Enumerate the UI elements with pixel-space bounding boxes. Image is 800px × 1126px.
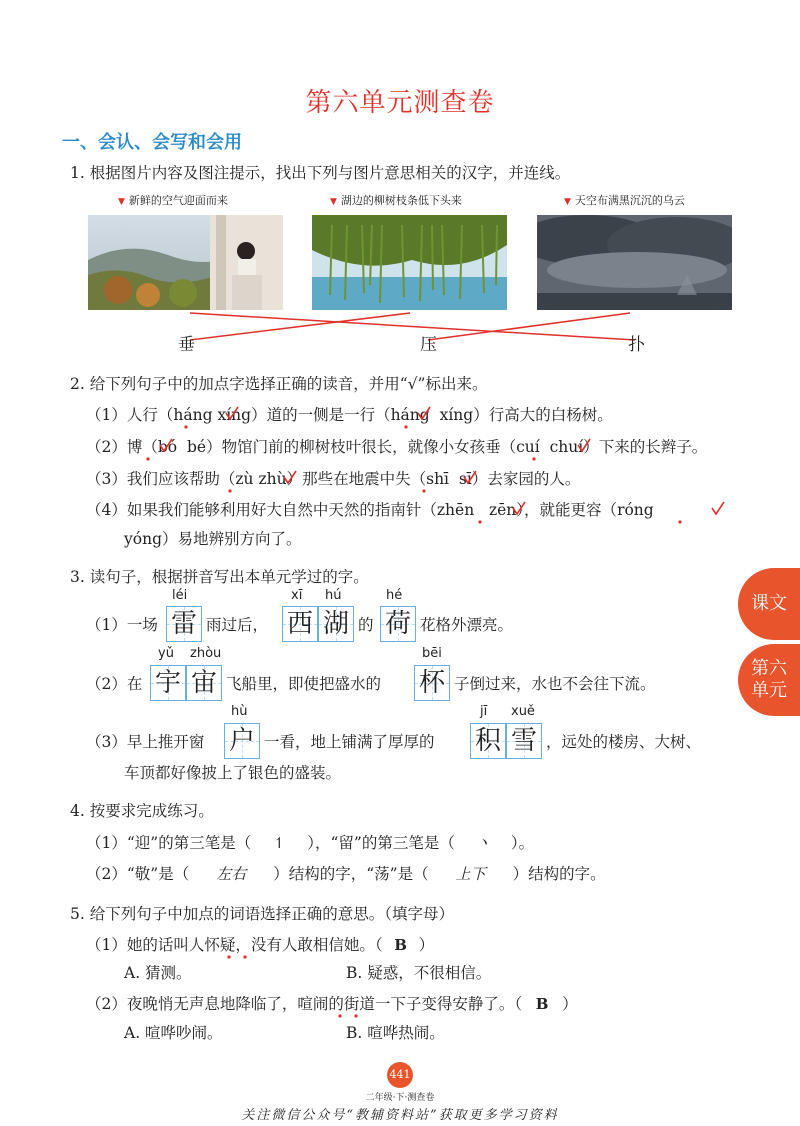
pinyin-hu2: hù [231, 704, 248, 719]
char-box-he[interactable]: 荷 [380, 606, 416, 642]
q5-s2: （2）夜晚悄无声息地降临了，喧闹的街道一下子变得安静了。（ B ） [86, 995, 578, 1013]
pinyin-bei: bēi [422, 646, 442, 661]
section-heading: 一、会认、会写和会用 [62, 132, 242, 153]
caption-3: ▼ 天空布满黑沉沉的乌云 [564, 194, 685, 207]
page-number: 441 [387, 1062, 413, 1088]
q5-s2-option-a: A. 喧哗吵闹。 [124, 1024, 223, 1042]
side-tab-unit-6[interactable]: 第六单元 [738, 644, 800, 716]
q3-s3-a: （3）早上推开窗 [86, 733, 205, 751]
pinyin-lei: léi [172, 588, 188, 603]
char-box-xi[interactable]: 西 [282, 606, 318, 642]
q4-line-2: （2）“敬”是（ 左右 ）结构的字，“荡”是（ 上下 ）结构的字。 [86, 865, 606, 883]
char-box-ji[interactable]: 积 [470, 723, 506, 759]
char-box-hu[interactable]: 湖 [318, 606, 354, 642]
q3-s3-line2: 车顶都好像披上了银色的盛装。 [124, 764, 342, 782]
caption-marker-icon: ▼ [564, 197, 571, 207]
q3-s1-d: 花格外漂亮。 [420, 616, 514, 634]
q3-s1-b: 雨过后， [206, 616, 269, 634]
q5-s1: （1）她的话叫人怀疑，没有人敢相信她。（ B ） [86, 936, 435, 954]
pinyin-hu: hú [325, 588, 342, 603]
side-tab-lesson[interactable]: 课文 [738, 568, 800, 640]
char-box-lei[interactable]: 雷 [166, 606, 202, 642]
q5-s1-option-b: B. 疑惑，不很相信。 [346, 964, 492, 982]
question-2-text: 2. 给下列句子中的加点字选择正确的读音，并用“√”标出来。 [70, 375, 488, 393]
q3-s2-b: 飞船里，即使把盛水的 [226, 675, 382, 693]
footer-grade: 二年级·下·测查卷 [365, 1093, 435, 1103]
q3-s3-b: 一看，地上铺满了厚厚的 [264, 733, 435, 751]
q2-item-3: （3）我们应该帮助（zù zhù）那些在地震中失（shī sī）去家园的人。 [86, 470, 581, 488]
question-1-text: 1. 根据图片内容及图注提示，找出下列与图片意思相关的汉字，并连线。 [70, 164, 571, 182]
pinyin-he: hé [386, 588, 403, 603]
question-4-text: 4. 按要求完成练习。 [70, 802, 214, 820]
q5-s2-option-b: B. 喧哗热闹。 [346, 1024, 445, 1042]
pinyin-xue: xuě [511, 704, 535, 719]
q3-s1-a: （1）一场 [86, 616, 158, 634]
q3-s2-c: 子倒过来，水也不会往下流。 [454, 675, 656, 693]
char-box-bei[interactable]: 杯 [414, 665, 450, 701]
footer-note: 关注微信公众号“教辅资料站”获取更多学习资料 [241, 1108, 559, 1123]
char-box-yu[interactable]: 宇 [150, 665, 186, 701]
page-title: 第六单元测查卷 [305, 88, 495, 118]
q2-item-1: （1）人行（háng xíng）道的一侧是一行（háng xíng）行高大的白杨树。 [86, 406, 613, 424]
match-char-3: 扑 [628, 335, 645, 355]
q2-item-4-line2: yóng）易地辨别方向了。 [124, 530, 302, 548]
q2-item-4: （4）如果我们能够利用好大自然中天然的指南针（zhēn zēn），就能更容（róng [86, 501, 654, 519]
caption-marker-icon: ▼ [330, 197, 337, 207]
q3-s1-c: 的 [358, 616, 374, 634]
q5-s1-option-a: A. 猜测。 [124, 964, 192, 982]
question-5-text: 5. 给下列句子中加点的词语选择正确的意思。（填字母） [70, 905, 454, 923]
char-box-xue[interactable]: 雪 [506, 723, 542, 759]
char-box-zhou[interactable]: 宙 [186, 665, 222, 701]
pinyin-zhou: zhòu [190, 646, 222, 661]
char-box-hu2[interactable]: 户 [224, 723, 260, 759]
caption-2: ▼ 湖边的柳树枝条低下头来 [330, 194, 462, 207]
question-3-text: 3. 读句子，根据拼音写出本单元学过的字。 [70, 568, 369, 586]
q2-item-2: （2）博（bó bé）物馆门前的柳树枝叶很长，就像小女孩垂（cuí chuí）下来的长辫子。 [86, 438, 708, 456]
q3-s2-a: （2）在 [86, 675, 143, 693]
q4-line-1: （1）“迎”的第三笔是（ ↿ ），“留”的第三笔是（ 丶 ）。 [86, 834, 535, 852]
match-char-2: 压 [420, 335, 437, 355]
pinyin-xi: xī [291, 588, 303, 603]
match-char-1: 垂 [178, 335, 195, 355]
pinyin-ji: jī [480, 704, 488, 719]
caption-1: ▼ 新鲜的空气迎面而来 [118, 194, 228, 207]
caption-marker-icon: ▼ [118, 197, 125, 207]
q3-s3-c: ，远处的楼房、大树、 [546, 733, 702, 751]
pinyin-yu: yǔ [158, 646, 174, 661]
